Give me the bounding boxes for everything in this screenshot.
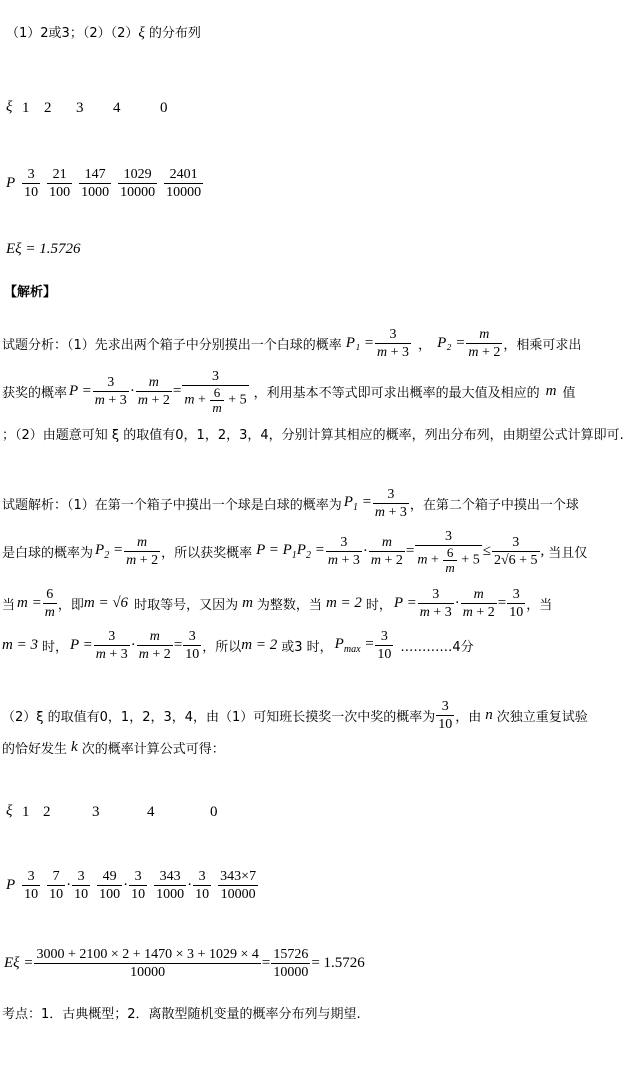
math-fraction: $\frac{3}{m + 3}$ — [94, 375, 127, 408]
xi-value: 2 — [43, 804, 51, 820]
p-fraction: $\frac{1029}{10000}$ — [120, 167, 156, 200]
part2-line-2 — [2, 738, 225, 757]
part2-line-1 — [2, 698, 588, 733]
table1-p-row — [6, 166, 204, 201]
math-fraction: $\frac{3}{10}$ — [185, 629, 200, 662]
p1-equation: P₁ = — [345, 335, 375, 351]
solution-text: 当 — [2, 598, 16, 613]
p-fraction: $\frac{7}{10}$ — [49, 869, 64, 902]
answer-part1: （1）2或3；（2）（2） — [6, 26, 139, 41]
expectation-answer: Eξ = 1.5726 — [6, 241, 81, 257]
p-fraction: $\frac{3}{10}$ — [24, 167, 39, 200]
p-fraction: $\frac{3}{10}$ — [195, 869, 210, 902]
solution-text: 当且仅 — [548, 546, 588, 561]
p-fraction: $\frac{2401}{10000}$ — [166, 167, 202, 200]
p-fraction: $\frac{343}{1000}$ — [156, 869, 185, 902]
math-fraction: $\frac{3}{m + 3}$ — [95, 629, 128, 662]
solution-line-3: 当 m = $\frac{6}{m}$ ，即 m = √6 时取等号，又因为 m 为整数，当 m = 2 时， P = $\frac{3}{m + 3}$ · $\frac{m}{m + 2}$ = $\frac{3}{10}$ ，当 — [2, 587, 553, 620]
analysis-line-1: 试题分析：（1）先求出两个箱子中分别摸出一个白球的概率 P₁ = $\frac{3}{m + 3}$ ， P₂ = $\frac{m}{m + 2}$ ，相乘可求出 — [2, 327, 582, 360]
fraction-3-over-m-plus-3: $\frac{3}{m + 3}$ — [377, 327, 410, 360]
math-fraction: $\frac{6}{m}$ — [44, 587, 55, 620]
math-fraction: 3 m + $\frac{6}{m}$ + 5 — [417, 529, 480, 575]
p-fraction: $\frac{49}{100}$ — [99, 869, 121, 902]
solution-line-4: m = 3 时， P = $\frac{3}{m + 3}$ · $\frac{m}{m + 2}$ = $\frac{3}{10}$ ，所以 m = 2 或3 时， $P_{max}$ = $\frac{3}{10}$ …………4分 — [2, 629, 474, 662]
math-fraction: $\frac{m}{m + 2}$ — [126, 535, 159, 568]
analysis-text: 值 — [562, 386, 576, 401]
xi-label: ξ — [6, 99, 13, 115]
math-fraction: $\frac{3}{10}$ — [377, 629, 392, 662]
p-fraction: $\frac{3}{10}$ — [131, 869, 146, 902]
table2-p-row: P $\frac{3}{10}$ $\frac{7}{10}$ · $\frac{3}{10}$ $\frac{49}{100}$ · $\frac{3}{10}$ $\frac{343}{1000}$ · $\frac{3}{10}$ $\frac{343\times 7}{10000}$ — [6, 869, 257, 902]
xi-value: 0 — [160, 100, 168, 116]
answer-part1-tail: 的分布列 — [144, 26, 201, 41]
solution-text: 次的概率计算公式可得： — [81, 742, 225, 757]
p-fraction: $\frac{343\times 7}{10000}$ — [220, 869, 257, 902]
solution-text: ，当 — [526, 598, 553, 613]
p-fraction: $\frac{21}{100}$ — [49, 167, 71, 200]
solution-text: 时取等号，又因为 — [134, 598, 239, 613]
p2-equation: P₂ = — [437, 335, 466, 351]
xi-value: 0 — [210, 804, 218, 820]
analysis-text: ，相乘可求出 — [503, 338, 582, 353]
n-variable: n — [485, 707, 493, 723]
analysis-text: 获奖的概率 — [2, 386, 68, 401]
solution-text: …………4分 — [400, 640, 474, 655]
solution-line-1: 试题解析：（1）在第一个箱子中摸出一个球是白球的概率为 $P_1$ = $\frac{3}{m + 3}$ ，在第二个箱子中摸出一个球 — [2, 487, 579, 520]
math-fraction: $\frac{m}{m + 2}$ — [137, 375, 170, 408]
solution-text: ，即 — [57, 598, 84, 613]
math-fraction: $\frac{3}{2√6 + 5}$ — [493, 535, 538, 568]
solution-text: （2）ξ 的取值有0，1，2，3，4，由（1）可知班长摸奖一次中奖的概率为 — [2, 710, 436, 725]
p-fraction: $\frac{3}{10}$ — [74, 869, 89, 902]
xi-value: 2 — [44, 100, 52, 116]
p-label: P — [6, 175, 16, 191]
analysis-line-2: 获奖的概率 P = $\frac{3}{m + 3}$ · $\frac{m}{m + 2}$ = 3 m + $\frac{6}{m}$ + 5 ，利用基本不等式即可求出概率的最大值及相应的 m 值 — [2, 369, 576, 415]
xi-value: 1 — [22, 804, 30, 820]
xi-value: 4 — [147, 804, 155, 820]
xi-value: 3 — [92, 804, 100, 820]
math-fraction: $\frac{3}{10}$ — [438, 699, 453, 732]
answer-line — [6, 26, 201, 41]
math-fraction: $\frac{m}{m + 2}$ — [138, 629, 171, 662]
xi-value: 3 — [76, 100, 84, 116]
expectation-fraction: $\frac{3000 + 2100 \times 2 + 1470 \times 3 + 1029 \times 4}{10000}$ — [36, 947, 259, 980]
xi-value: 4 — [113, 100, 121, 116]
p-label: P — [6, 877, 16, 893]
math-fraction: $\frac{3}{m + 3}$ — [327, 535, 360, 568]
math-fraction: $\frac{3}{10}$ — [509, 587, 524, 620]
solution-text: ，在第二个箱子中摸出一个球 — [409, 498, 579, 513]
xi-value: 1 — [22, 100, 30, 116]
math-fraction: $\frac{3}{m + 3}$ — [419, 587, 452, 620]
analysis-text: 试题分析：（1）先求出两个箱子中分别摸出一个白球的概率 — [2, 338, 342, 353]
analysis-heading: 【解析】 — [4, 285, 57, 300]
kaodian: 考点：1．古典概型；2．离散型随机变量的概率分布列与期望. — [2, 1007, 361, 1022]
solution-text: ，所以获奖概率 — [161, 546, 253, 561]
solution-text: 时， — [41, 640, 68, 655]
math-fraction: $\frac{3}{m + 3}$ — [374, 487, 407, 520]
solution-text: 是白球的概率为 — [2, 546, 94, 561]
solution-text: 或3 时， — [281, 640, 333, 655]
analysis-line-3: ；（2）由题意可知 ξ 的取值有0，1，2，3，4，分别计算其相应的概率，列出分布列，由期望公式计算即可. — [2, 428, 624, 443]
m-variable: m — [545, 383, 557, 399]
xi-label: ξ — [6, 803, 13, 819]
math-fraction: $\frac{m}{m + 2}$ — [462, 587, 495, 620]
solution-text: ，由 — [455, 710, 482, 725]
expectation-simplified: $\frac{15726}{10000}$ — [273, 947, 309, 980]
solution-text: 试题解析：（1）在第一个箱子中摸出一个球是白球的概率为 — [2, 498, 342, 513]
solution-line-2: 是白球的概率为 $P_2$ = $\frac{m}{m + 2}$ ，所以获奖概率 $P = P_1P_2$ = $\frac{3}{m + 3}$ · $\frac{m}{m + 2}$ = 3 m + $\frac{6}{m}$ + 5 ≤ $\frac{3}{2√6 + 5}$ , 当且仅 — [2, 529, 588, 575]
solution-text: ，所以 — [202, 640, 242, 655]
math-fraction: $\frac{m}{m + 2}$ — [370, 535, 403, 568]
expectation-lhs: Eξ = — [4, 955, 34, 971]
p-fraction: $\frac{3}{10}$ — [24, 869, 39, 902]
expectation-result: = 1.5726 — [311, 955, 365, 971]
xi-symbol: ξ — [138, 25, 145, 41]
math-fraction: 3 m + $\frac{6}{m}$ + 5 — [184, 369, 247, 415]
k-variable: k — [71, 739, 78, 755]
p-fraction: $\frac{147}{1000}$ — [81, 167, 110, 200]
solution-text: 为整数，当 — [256, 598, 322, 613]
final-expectation: Eξ = $\frac{3000 + 2100 \times 2 + 1470 \times 3 + 1029 \times 4}{10000}$ = $\frac{15726}{10000}$ = 1.5726 — [4, 947, 365, 980]
solution-text: 的恰好发生 — [2, 742, 68, 757]
solution-text: 次独立重复试验 — [496, 710, 588, 725]
analysis-text: ，利用基本不等式即可求出概率的最大值及相应的 — [253, 386, 540, 401]
solution-text: 时， — [365, 598, 392, 613]
fraction-m-over-m-plus-2: $\frac{m}{m + 2}$ — [468, 327, 501, 360]
